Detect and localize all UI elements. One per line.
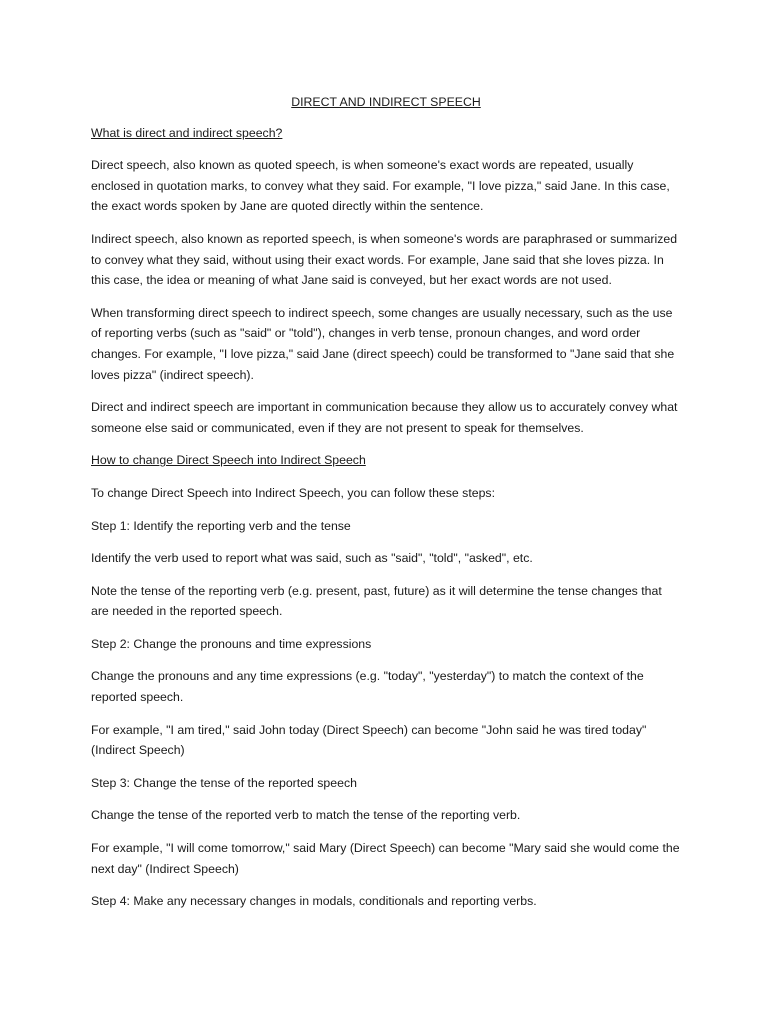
section-heading-what-is: What is direct and indirect speech?	[91, 125, 283, 140]
document-title: DIRECT AND INDIRECT SPEECH	[291, 95, 481, 109]
paragraph-steps-intro: To change Direct Speech into Indirect Speech, you can follow these steps:	[91, 485, 495, 500]
paragraph-example-john: For example, "I am tired," said John today (Direct Speech) can become "John said he was tired today" (Indirect Speech)	[91, 722, 647, 758]
paragraph-indirect-speech: Indirect speech, also known as reported speech, is when someone's words are paraphrased or summarized to convey what they said, without using their exact words. For example, Jane said that she loves pizza. In this case, the idea or meaning of what Jane said is conveyed, but her exact words are not used.	[91, 231, 678, 288]
paragraph-note-tense: Note the tense of the reporting verb (e.g. present, past, future) as it will determine the tense changes that are needed in the reported speech.	[91, 583, 662, 619]
step-3-heading: Step 3: Change the tense of the reported speech	[91, 775, 357, 790]
paragraph-identify-verb: Identify the verb used to report what was said, such as "said", "told", "asked", etc.	[91, 551, 533, 566]
paragraph-direct-speech: Direct speech, also known as quoted speech, is when someone's exact words are repeated, usually enclosed in quotation marks, to convey what they said. For example, "I love pizza," said Jane. In this case, the exact words spoken by Jane are quoted directly within the sentence.	[91, 158, 670, 214]
paragraph-transforming: When transforming direct speech to indirect speech, some changes are usually necessary, such as the use of reporting verbs (such as "said" or "told"), changes in verb tense, pronoun changes, and word order changes. For example, "I love pizza," said Jane (direct speech) could be transformed to "Jane said that she loves pizza" (indirect speech).	[91, 305, 675, 382]
document-page	[91, 92, 681, 924]
paragraph-importance: Direct and indirect speech are important in communication because they allow us to accurately convey what someone else said or communicated, even if they are not present to speak for themselves.	[91, 400, 678, 435]
step-1-heading: Step 1: Identify the reporting verb and the tense	[91, 518, 351, 533]
paragraph-change-tense: Change the tense of the reported verb to match the tense of the reporting verb.	[91, 808, 521, 823]
section-heading-how-to-change: How to change Direct Speech into Indirect Speech	[91, 453, 366, 468]
paragraph-example-mary: For example, "I will come tomorrow," said Mary (Direct Speech) can become "Mary said she would come the next day" (Indirect Speech)	[91, 841, 680, 876]
step-2-heading: Step 2: Change the pronouns and time expressions	[91, 636, 372, 651]
step-4-heading: Step 4: Make any necessary changes in modals, conditionals and reporting verbs.	[91, 894, 537, 909]
paragraph-change-pronouns: Change the pronouns and any time expressions (e.g. "today", "yesterday") to match the context of the reported speech.	[91, 669, 644, 705]
